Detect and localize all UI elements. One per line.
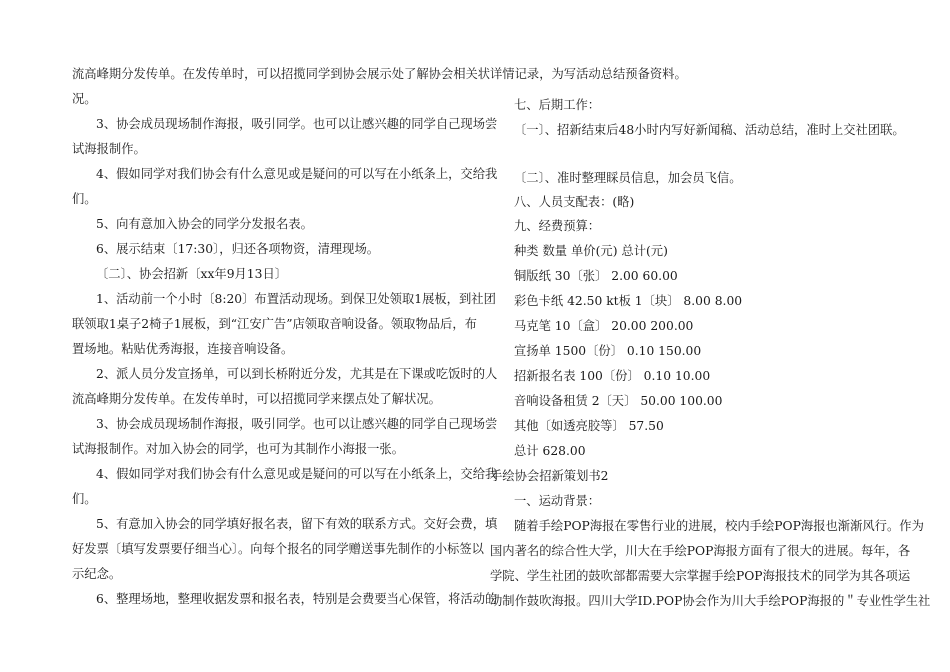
text-line: 3、协会成员现场制作海报，吸引同学。也可以让感兴趣的同学自己现场尝: [96, 117, 498, 131]
text-line: 5、有意加入协会的同学填好报名表，留下有效的联系方式。交好会费，填: [96, 517, 498, 531]
budget-row: 招新报名表 100〔份〕 0.10 10.00: [514, 369, 711, 383]
budget-row: 马克笔 10〔盒〕 20.00 200.00: [514, 319, 694, 333]
text-line: 试海报制作。: [72, 142, 146, 156]
text-line: 6、展示结束〔17:30〕，归还各项物资，清理现场。: [96, 242, 380, 256]
text-line: 学院、学生社团的鼓吹部都需要大宗掌握手绘POP海报技术的同学为其各项运: [490, 569, 911, 583]
budget-row: 音响设备租赁 2〔天〕 50.00 100.00: [514, 394, 723, 408]
text-line: 示纪念。: [72, 567, 122, 581]
budget-row: 其他〔如透亮胶等〕 57.50: [514, 419, 664, 433]
section-heading: 一、运动背景：: [514, 494, 601, 508]
budget-row: 铜版纸 30〔张〕 2.00 60.00: [514, 269, 678, 283]
text-line: 6、整理场地，整理收据发票和报名表，特别是会费要当心保管，将活动的: [96, 592, 498, 606]
text-line: 4、假如同学对我们协会有什么意见或是疑问的可以写在小纸条上，交给我: [96, 467, 498, 481]
budget-header: 种类 数量 单价(元) 总计(元): [514, 244, 668, 258]
text-line: 联领取1桌子2椅子1展板，到“江安广告”店领取音响设备。领取物品后，布: [72, 317, 477, 331]
text-line: 2、派人员分发宣扬单，可以到长桥附近分发，尤其是在下课或吃饭时的人: [96, 367, 498, 381]
section-heading: 九、经费预算：: [514, 219, 601, 233]
text-line: 试海报制作。对加入协会的同学，也可为其制作小海报一张。: [72, 442, 405, 456]
text-line: 们。: [72, 492, 97, 506]
budget-row: 彩色卡纸 42.50 kt板 1〔块〕 8.00 8.00: [514, 294, 743, 308]
text-line: 5、向有意加入协会的同学分发报名表。: [96, 217, 313, 231]
text-line: 1、活动前一个小时〔8:20〕布置活动现场。到保卫处领取1展板，到社团: [96, 292, 496, 306]
section-heading: 八、人员支配表：(略): [514, 195, 635, 209]
text-line: 4、假如同学对我们协会有什么意见或是疑问的可以写在小纸条上，交给我: [96, 167, 498, 181]
text-line: 况。: [72, 92, 97, 106]
document-title: 手绘协会招新策划书2: [490, 469, 609, 483]
text-line: 动制作鼓吹海报。四川大学ID.POP协会作为川大手绘POP海报的＂专业性学生社: [490, 594, 931, 608]
text-line: 详情记录，为写活动总结预备资料。: [490, 67, 687, 81]
section-heading: 〔二〕、协会招新〔xx年9月13日〕: [96, 267, 288, 281]
text-line: 好发票〔填写发票要仔细当心〕。向每个报名的同学赠送事先制作的小标签以: [72, 542, 484, 556]
text-line: 流高峰期分发传单。在发传单时，可以招揽同学到协会展示处了解协会相关状: [72, 67, 491, 81]
text-line: 3、协会成员现场制作海报，吸引同学。也可以让感兴趣的同学自己现场尝: [96, 417, 498, 431]
text-line: 置场地。粘贴优秀海报，连接音响设备。: [72, 342, 294, 356]
text-line: 〔一〕、招新结束后48小时内写好新闻稿、活动总结，准时上交社团联。: [514, 123, 905, 137]
text-line: 流高峰期分发传单。在发传单时，可以招揽同学来摆点处了解状况。: [72, 392, 441, 406]
text-line: 们。: [72, 192, 97, 206]
budget-total: 总计 628.00: [514, 444, 586, 458]
section-heading: 七、后期工作：: [514, 98, 601, 112]
budget-row: 宣扬单 1500〔份〕 0.10 150.00: [514, 344, 702, 358]
text-line: 〔二〕、准时整理睬员信息，加会员飞信。: [514, 171, 742, 185]
text-line: 随着手绘POP海报在零售行业的进展，校内手绘POP海报也渐渐风行。作为: [514, 519, 924, 533]
text-line: 国内著名的综合性大学，川大在手绘POP海报方面有了很大的进展。每年，各: [490, 544, 911, 558]
